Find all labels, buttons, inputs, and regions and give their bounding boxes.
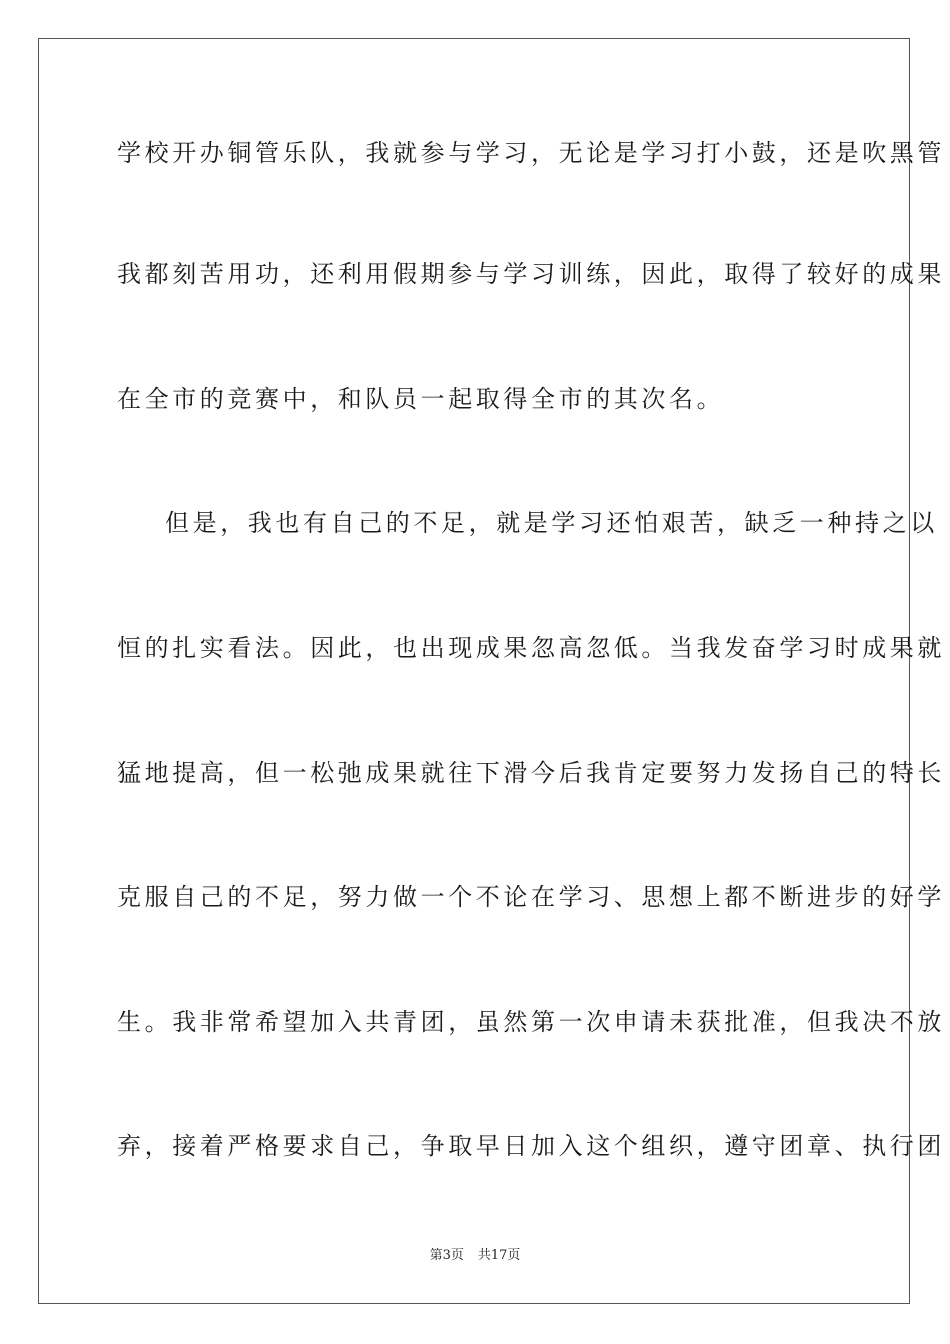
body-text-line: 恒的扎实看法。因此，也出现成果忽高忽低。当我发奋学习时成果就 (117, 634, 945, 662)
body-text-line: 生。我非常希望加入共青团，虽然第一次申请未获批准，但我决不放 (117, 1008, 945, 1036)
page-number: 第3页 (429, 1248, 464, 1263)
body-text-line: 在全市的竞赛中，和队员一起取得全市的其次名。 (117, 385, 725, 413)
body-text-line: 猛地提高，但一松弛成果就往下滑今后我肯定要努力发扬自己的特长 (117, 759, 945, 787)
page-border (38, 38, 945, 1304)
body-text-line: 我都刻苦用功，还利用假期参与学习训练，因此，取得了较好的成果 (117, 260, 945, 288)
page-footer (0, 1248, 950, 1264)
body-text-line: 克服自己的不足，努力做一个不论在学习、思想上都不断进步的好学 (117, 883, 945, 911)
page-total: 共17页 (477, 1248, 521, 1263)
body-text-line: 学校开办铜管乐队，我就参与学习，无论是学习打小鼓，还是吹黑管 (117, 139, 945, 167)
paragraph-first-line: 但是，我也有自己的不足，就是学习还怕艰苦，缺乏一种持之以 (165, 509, 938, 537)
body-text-line: 弃，接着严格要求自己，争取早日加入这个组织，遵守团章、执行团 (117, 1132, 945, 1160)
